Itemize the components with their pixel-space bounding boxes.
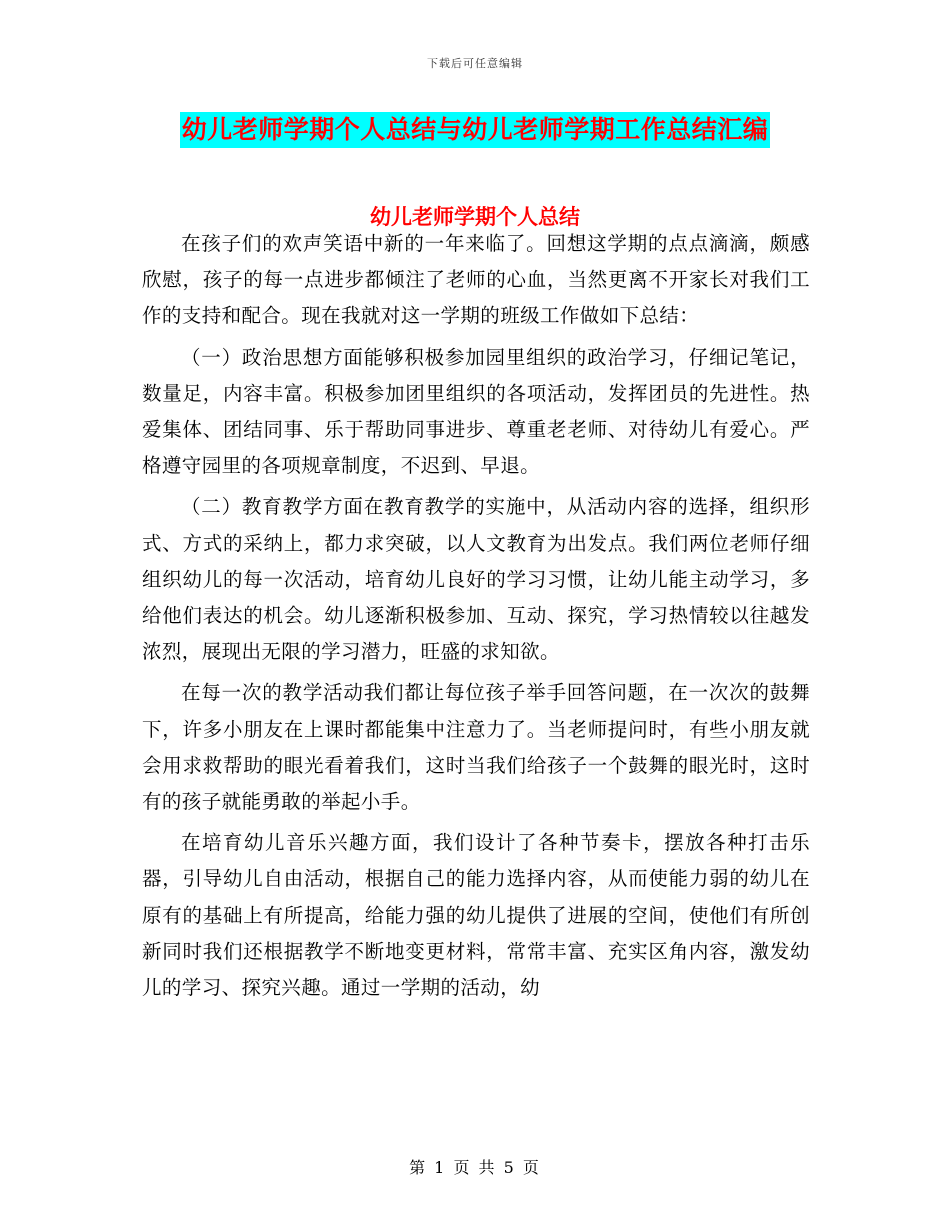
section-title: 幼儿老师学期个人总结 — [370, 204, 580, 229]
paragraph-encouragement: 在每一次的教学活动我们都让每位孩子举手回答问题，在一次次的鼓舞下，许多小朋友在上课时都能集中注意力了。当老师提问时，有些小朋友就会用求救帮助的眼光看着我们，这时当我们给孩子一个鼓舞的眼光时，这时有的孩子就能勇敢的举起小手。 — [142, 681, 810, 814]
paragraph-intro: 在孩子们的欢声笑语中新的一年来临了。回想这学期的点点滴滴，颇感欣慰，孩子的每一点进步都倾注了老师的心血，当然更离不开家长对我们工作的支持和配合。现在我就对这一学期的班级工作做如下总结： — [142, 232, 810, 328]
paragraph-music: 在培育幼儿音乐兴趣方面，我们设计了各种节奏卡，摆放各种打击乐器，引导幼儿自由活动，根据自己的能力选择内容，从而使能力弱的幼儿在原有的基础上有所提高，给能力强的幼儿提供了进展的空间，使他们有所创新同时我们还根据教学不断地变更材料，常常丰富、充实区角内容，激发幼儿的学习、探究兴趣。通过一学期的活动，幼 — [142, 831, 810, 1000]
paragraph-teaching: （二）教育教学方面在教育教学的实施中，从活动内容的选择，组织形式、方式的采纳上，都力求突破，以人文教育为出发点。我们两位老师仔细组织幼儿的每一次活动，培育幼儿良好的学习习惯，让幼儿能主动学习，多给他们表达的机会。幼儿逐渐积极参加、互动、探究，学习热情较以往越发浓烈，展现出无限的学习潜力，旺盛的求知欲。 — [142, 495, 810, 664]
paragraph-political: （一）政治思想方面能够积极参加园里组织的政治学习，仔细记笔记，数量足，内容丰富。积极参加团里组织的各项活动，发挥团员的先进性。热爱集体、团结同事、乐于帮助同事进步、尊重老老师、对待幼儿有爱心。严格遵守园里的各项规章制度，不迟到、早退。 — [142, 345, 810, 478]
page-footer-number: 第 1 页 共 5 页 — [409, 1158, 541, 1177]
document-body — [142, 226, 810, 1011]
page-header-note: 下载后可任意编辑 — [427, 57, 523, 70]
document-title-container — [0, 112, 950, 148]
document-title: 幼儿老师学期个人总结与幼儿老师学期工作总结汇编 — [180, 112, 771, 148]
